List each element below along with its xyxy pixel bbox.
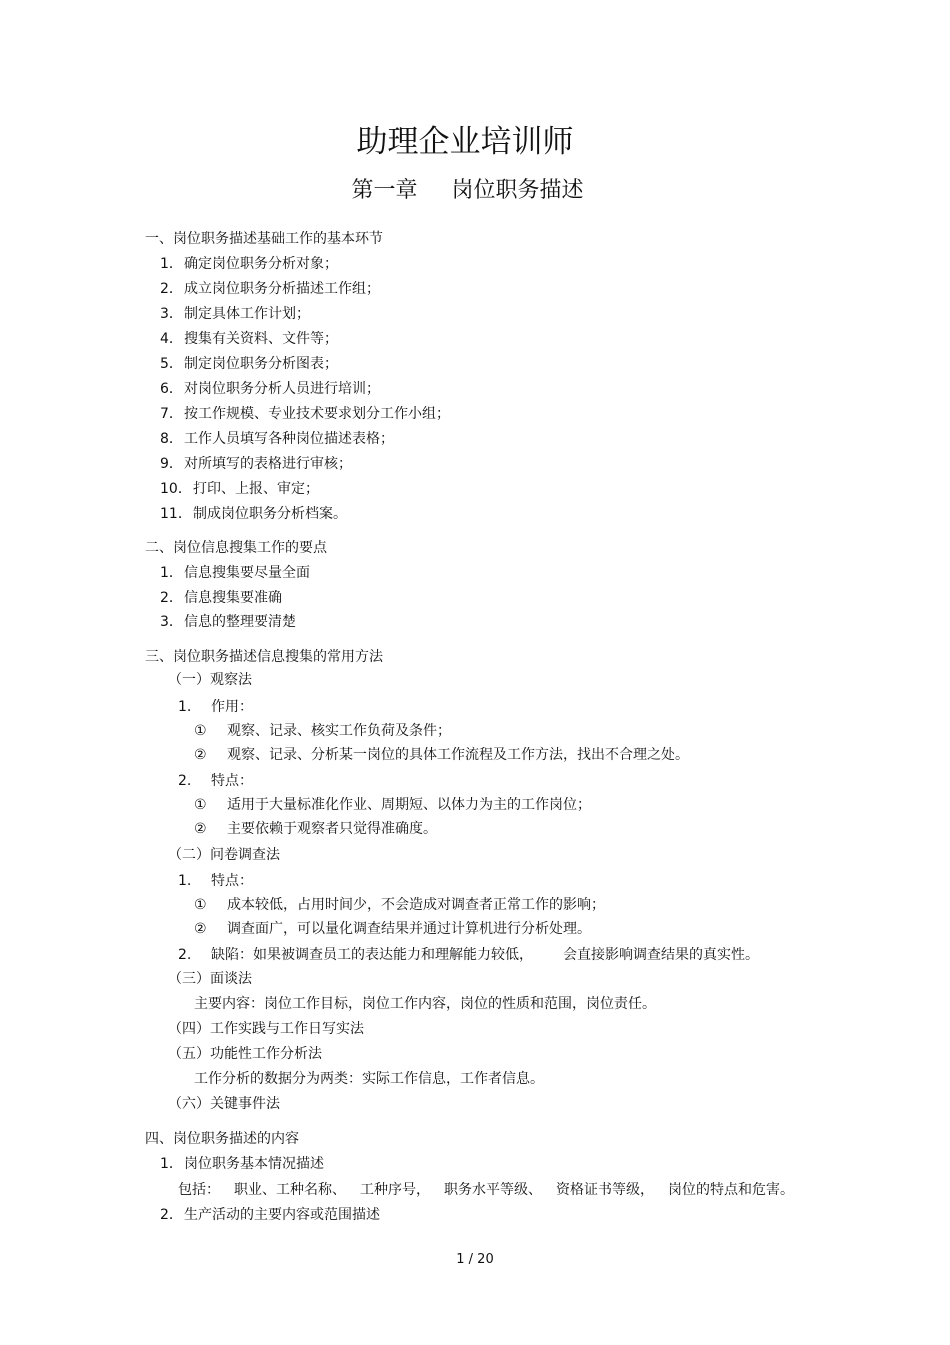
chapter-title xyxy=(0,175,935,207)
section-heading-1: 一、岗位职务描述基础工作的基本环节 xyxy=(145,231,383,247)
list-item: ② 观察、记录、分析某一岗位的具体工作流程及工作方法，找出不合理之处。 xyxy=(194,747,689,763)
list-item: ① 成本较低，占用时间少，不会造成对调查者正常工作的影响； xyxy=(194,897,605,913)
method-label-questionnaire: （二）问卷调查法 xyxy=(168,847,280,863)
list-item: 1．信息搜集要尽量全面 xyxy=(160,565,310,581)
list-item: ① 适用于大量标准化作业、周期短、以体力为主的工作岗位； xyxy=(194,797,591,813)
list-item: 2．信息搜集要准确 xyxy=(160,590,282,606)
list-item: 9．对所填写的表格进行审核； xyxy=(160,456,352,472)
list-item: 8．工作人员填写各种岗位描述表格； xyxy=(160,431,394,447)
list-item: ① 观察、记录、核实工作负荷及条件； xyxy=(194,723,451,739)
list-item: 3．信息的整理要清楚 xyxy=(160,614,296,630)
list-item: ② 调查面广，可以量化调查结果并通过计算机进行分析处理。 xyxy=(194,921,591,937)
method-label-critical-incident: （六）关键事件法 xyxy=(168,1096,280,1112)
method-description: 工作分析的数据分为两类：实际工作信息，工作者信息。 xyxy=(194,1071,544,1087)
include-line: 包括： 职业、工种名称、 工种序号， 职务水平等级、 资格证书等级， 岗位的特点和危害。 xyxy=(178,1182,794,1198)
page-number: 1 / 20 xyxy=(456,1252,494,1267)
list-item: ② 主要依赖于观察者只觉得准确度。 xyxy=(194,821,437,837)
method-label-functional: （五）功能性工作分析法 xyxy=(168,1046,322,1062)
section-heading-2: 二、岗位信息搜集工作的要点 xyxy=(145,540,327,556)
list-item: 10．打印、上报、审定； xyxy=(160,481,319,497)
method-label-observation: （一）观察法 xyxy=(168,672,252,688)
list-item: 11．制成岗位职务分析档案。 xyxy=(160,506,347,522)
chapter-name: 岗位职务描述 xyxy=(451,178,584,203)
method-label-interview: （三）面谈法 xyxy=(168,971,252,987)
list-item: 6．对岗位职务分析人员进行培训； xyxy=(160,381,380,397)
method-description: 主要内容：岗位工作目标，岗位工作内容，岗位的性质和范围，岗位责任。 xyxy=(194,996,656,1012)
document-title: 助理企业培训师 xyxy=(356,124,574,160)
section-heading-4: 四、岗位职务描述的内容 xyxy=(145,1131,299,1147)
list-item: 2．生产活动的主要内容或范围描述 xyxy=(160,1207,380,1223)
list-item: 2．成立岗位职务分析描述工作组； xyxy=(160,281,380,297)
list-item: 1. 作用： xyxy=(178,699,253,715)
list-item: 5．制定岗位职务分析图表； xyxy=(160,356,338,372)
method-label-practice: （四）工作实践与工作日写实法 xyxy=(168,1021,364,1037)
list-item: 7．按工作规模、专业技术要求划分工作小组； xyxy=(160,406,450,422)
list-item: 1. 特点： xyxy=(178,873,253,889)
section-heading-3: 三、岗位职务描述信息搜集的常用方法 xyxy=(145,649,383,665)
list-item: 1．岗位职务基本情况描述 xyxy=(160,1156,324,1172)
list-item: 2. 特点： xyxy=(178,773,253,789)
list-item: 4．搜集有关资料、文件等； xyxy=(160,331,338,347)
list-item: 3．制定具体工作计划； xyxy=(160,306,310,322)
chapter-label: 第一章 xyxy=(351,178,418,203)
list-item: 2. 缺陷：如果被调查员工的表达能力和理解能力较低， 会直接影响调查结果的真实性。 xyxy=(178,947,759,963)
list-item: 1．确定岗位职务分析对象； xyxy=(160,256,338,272)
